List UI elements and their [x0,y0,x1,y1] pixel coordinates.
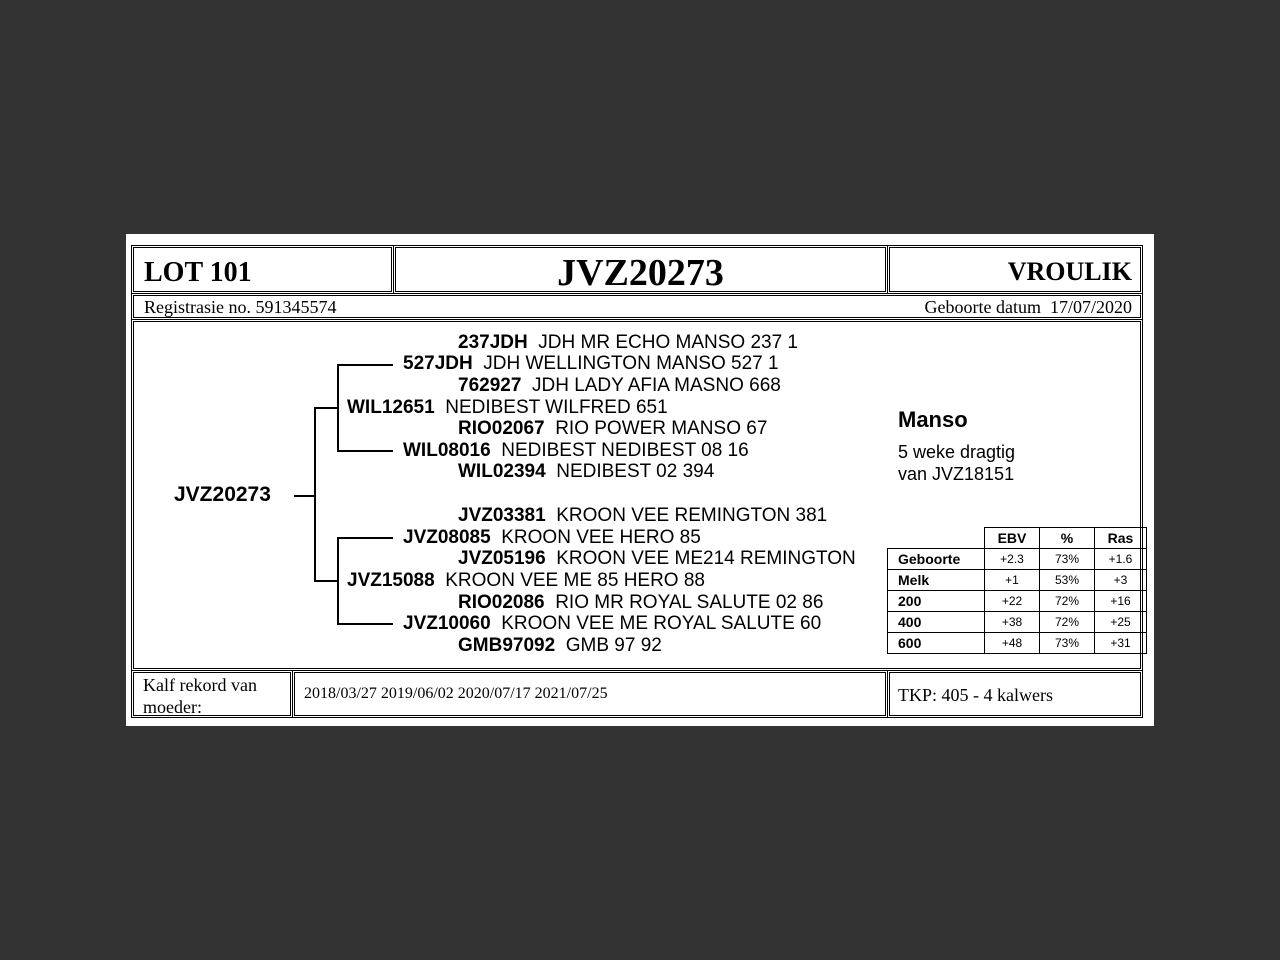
ebv-row-label: Melk [888,570,985,591]
pedigree-dam: JVZ15088 KROON VEE ME 85 HERO 88 [347,570,705,591]
ebv-breed-avg: +31 [1095,633,1147,654]
ebv-breed-avg: +3 [1095,570,1147,591]
ebv-header-blank [888,528,985,549]
table-row [888,591,1147,612]
connector-dam [314,580,338,582]
lot-number: LOT 101 [144,257,252,288]
animal-sex: VROULIK [1007,257,1132,286]
ebv-value: +48 [985,633,1040,654]
pedigree-sire-dam: WIL08016 NEDIBEST NEDIBEST 08 16 [403,440,749,461]
calf-record-label-cell [131,670,293,718]
tkp-value: TKP: 405 - 4 kalwers [898,685,1053,705]
connector-parents-vertical [314,407,316,582]
ebv-row-label: 200 [888,591,985,612]
ebv-accuracy: 73% [1040,633,1095,654]
connector-sire-dam [337,450,393,452]
lot-cell [131,245,394,294]
pedigree-dam-sire-sire: JVZ03381 KROON VEE REMINGTON 381 [458,505,828,526]
ebv-accuracy: 73% [1040,549,1095,570]
ebv-header-ebv: EBV [985,528,1040,549]
pedigree-sire: WIL12651 NEDIBEST WILFRED 651 [347,397,668,418]
pedigree-dam-dam-dam: GMB97092 GMB 97 92 [458,635,662,656]
calf-record-dates: 2018/03/27 2019/06/02 2020/07/17 2021/07/25 [304,685,608,702]
pregnancy-sire: van JVZ18151 [898,464,1015,484]
ebv-value: +2.3 [985,549,1040,570]
pedigree-dam-dam: JVZ10060 KROON VEE ME ROYAL SALUTE 60 [403,613,822,634]
calf-record-dates-cell [292,670,888,718]
birth-date: Geboorte datum 17/07/2020 [924,297,1132,317]
tkp-cell [887,670,1143,718]
table-row [888,612,1147,633]
connector-sire-sire [337,364,393,366]
sex-cell [887,245,1143,294]
ebv-accuracy: 72% [1040,591,1095,612]
pedigree-dam-sire-dam: JVZ05196 KROON VEE ME214 REMINGTON [458,548,856,569]
table-row [888,633,1147,654]
lot-card [126,234,1154,726]
ebv-breed-avg: +25 [1095,612,1147,633]
connector-dam-vertical [337,537,339,625]
ebv-row-label: 400 [888,612,985,633]
ebv-value: +38 [985,612,1040,633]
pedigree-dam-dam-sire: RIO02086 RIO MR ROYAL SALUTE 02 86 [458,592,824,613]
pedigree-sire-sire: 527JDH JDH WELLINGTON MANSO 527 1 [403,353,779,374]
ebv-header-pct: % [1040,528,1095,549]
animal-id: JVZ20273 [557,252,724,294]
calf-record-label: Kalf rekord van moeder: [143,675,257,717]
pedigree-sire-dam-sire: RIO02067 RIO POWER MANSO 67 [458,418,768,439]
ebv-accuracy: 72% [1040,612,1095,633]
ebv-header-row [888,528,1147,549]
ebv-table [887,527,1147,654]
ebv-value: +22 [985,591,1040,612]
connector-animal [294,495,316,497]
ebv-accuracy: 53% [1040,570,1095,591]
pedigree-sire-sire-sire: 237JDH JDH MR ECHO MANSO 237 1 [458,332,799,353]
connector-sire-vertical [337,364,339,452]
pedigree-sire-sire-dam: 762927 JDH LADY AFIA MASNO 668 [458,375,781,396]
ebv-breed-avg: +1.6 [1095,549,1147,570]
ebv-breed-avg: +16 [1095,591,1147,612]
pedigree-animal: JVZ20273 [174,483,271,506]
ebv-header-ras: Ras [1095,528,1147,549]
breed-name: Manso [898,407,968,432]
ebv-row-label: 600 [888,633,985,654]
connector-dam-sire [337,537,393,539]
registration-number: Registrasie no. 591345574 [144,297,337,317]
ebv-value: +1 [985,570,1040,591]
animal-id-cell [393,245,888,294]
pedigree-dam-sire: JVZ08085 KROON VEE HERO 85 [403,527,701,548]
pedigree-sire-dam-dam: WIL02394 NEDIBEST 02 394 [458,461,715,482]
ebv-row-label: Geboorte [888,549,985,570]
table-row [888,570,1147,591]
connector-sire [314,407,338,409]
connector-dam-dam [337,623,393,625]
registration-row [131,293,1143,320]
table-row [888,549,1147,570]
pregnancy-status: 5 weke dragtig [898,442,1016,462]
